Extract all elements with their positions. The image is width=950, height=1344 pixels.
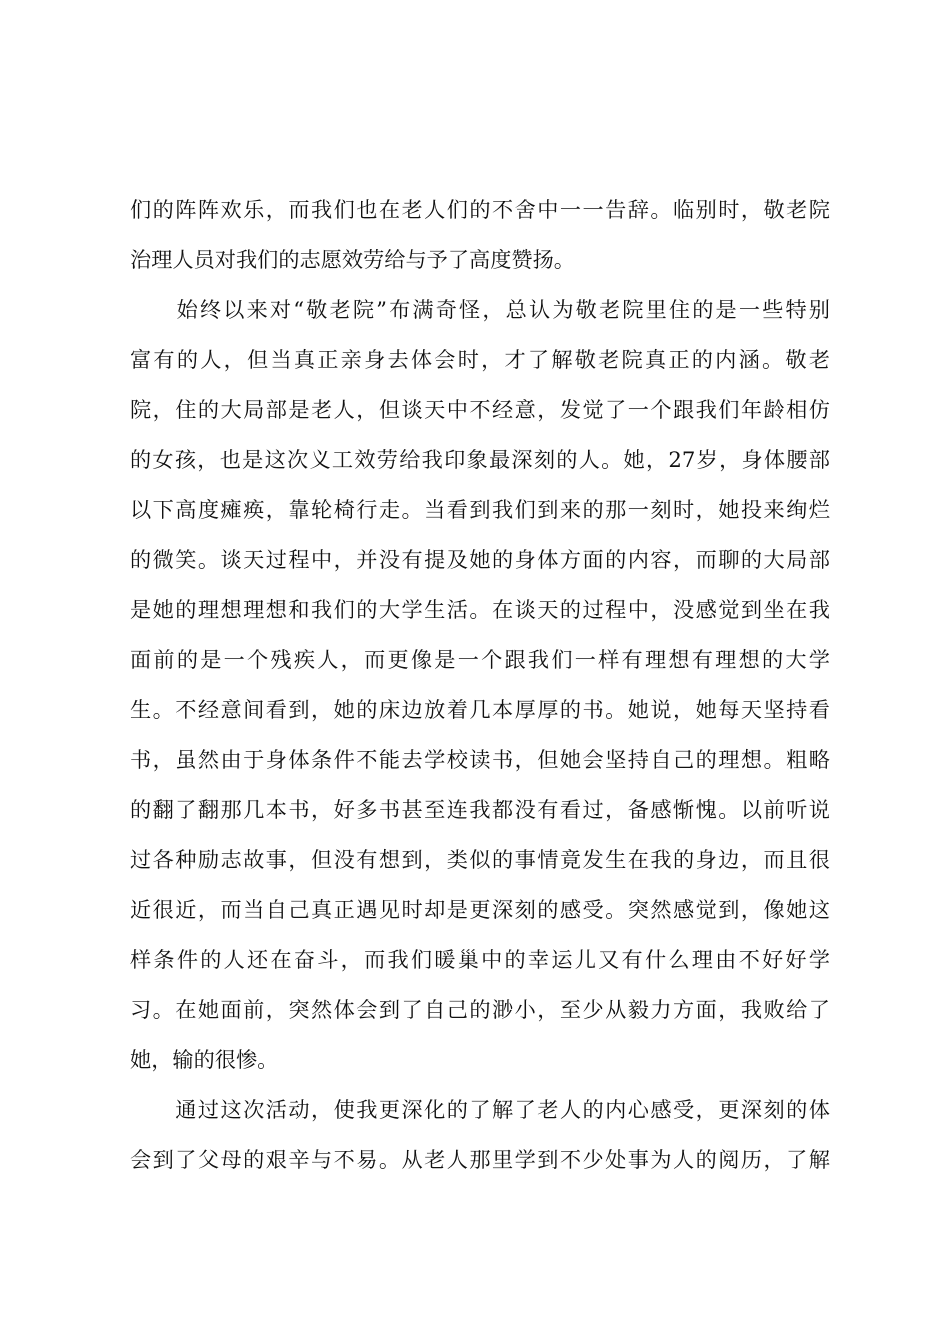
text-line: 的微笑。谈天过程中，并没有提及她的身体方面的内容，而聊的大局部: [130, 547, 830, 572]
text-line: 通过这次活动，使我更深化的了解了老人的内心感受，更深刻的体: [130, 1097, 830, 1122]
text-line: 院，住的大局部是老人，但谈天中不经意，发觉了一个跟我们年龄相仿: [130, 397, 830, 422]
text-line: 以下高度瘫痪，靠轮椅行走。当看到我们到来的那一刻时，她投来绚烂: [130, 497, 830, 522]
text-line: 习。在她面前，突然体会到了自己的渺小，至少从毅力方面，我败给了: [130, 997, 830, 1022]
text-line: 始终以来对“敬老院”布满奇怪，总认为敬老院里住的是一些特别: [130, 297, 830, 322]
text-line: 近很近，而当自己真正遇见时却是更深刻的感受。突然感觉到，像她这: [130, 897, 830, 922]
text-line: 们的阵阵欢乐，而我们也在老人们的不舍中一一告辞。临别时，敬老院: [130, 197, 830, 222]
text-line: 样条件的人还在奋斗，而我们暖巢中的幸运儿又有什么理由不好好学: [130, 947, 830, 972]
text-line: 面前的是一个残疾人，而更像是一个跟我们一样有理想有理想的大学: [130, 647, 830, 672]
text-line: 生。不经意间看到，她的床边放着几本厚厚的书。她说，她每天坚持看: [130, 697, 830, 722]
text-line: 治理人员对我们的志愿效劳给与予了高度赞扬。: [130, 247, 575, 272]
text-line: 她，输的很惨。: [130, 1047, 279, 1072]
text-line: 的翻了翻那几本书，好多书甚至连我都没有看过，备感惭愧。以前听说: [130, 797, 830, 822]
text-line: 是她的理想理想和我们的大学生活。在谈天的过程中，没感觉到坐在我: [130, 597, 830, 622]
text-line: 会到了父母的艰辛与不易。从老人那里学到不少处事为人的阅历，了解: [130, 1147, 830, 1172]
body-text: [130, 185, 830, 1185]
text-line: 书，虽然由于身体条件不能去学校读书，但她会坚持自己的理想。粗略: [130, 747, 830, 772]
text-line: 富有的人，但当真正亲身去体会时，才了解敬老院真正的内涵。敬老: [130, 347, 830, 372]
text-line: 过各种励志故事，但没有想到，类似的事情竟发生在我的身边，而且很: [130, 847, 830, 872]
text-line: 的女孩，也是这次义工效劳给我印象最深刻的人。她，27岁，身体腰部: [130, 447, 830, 472]
